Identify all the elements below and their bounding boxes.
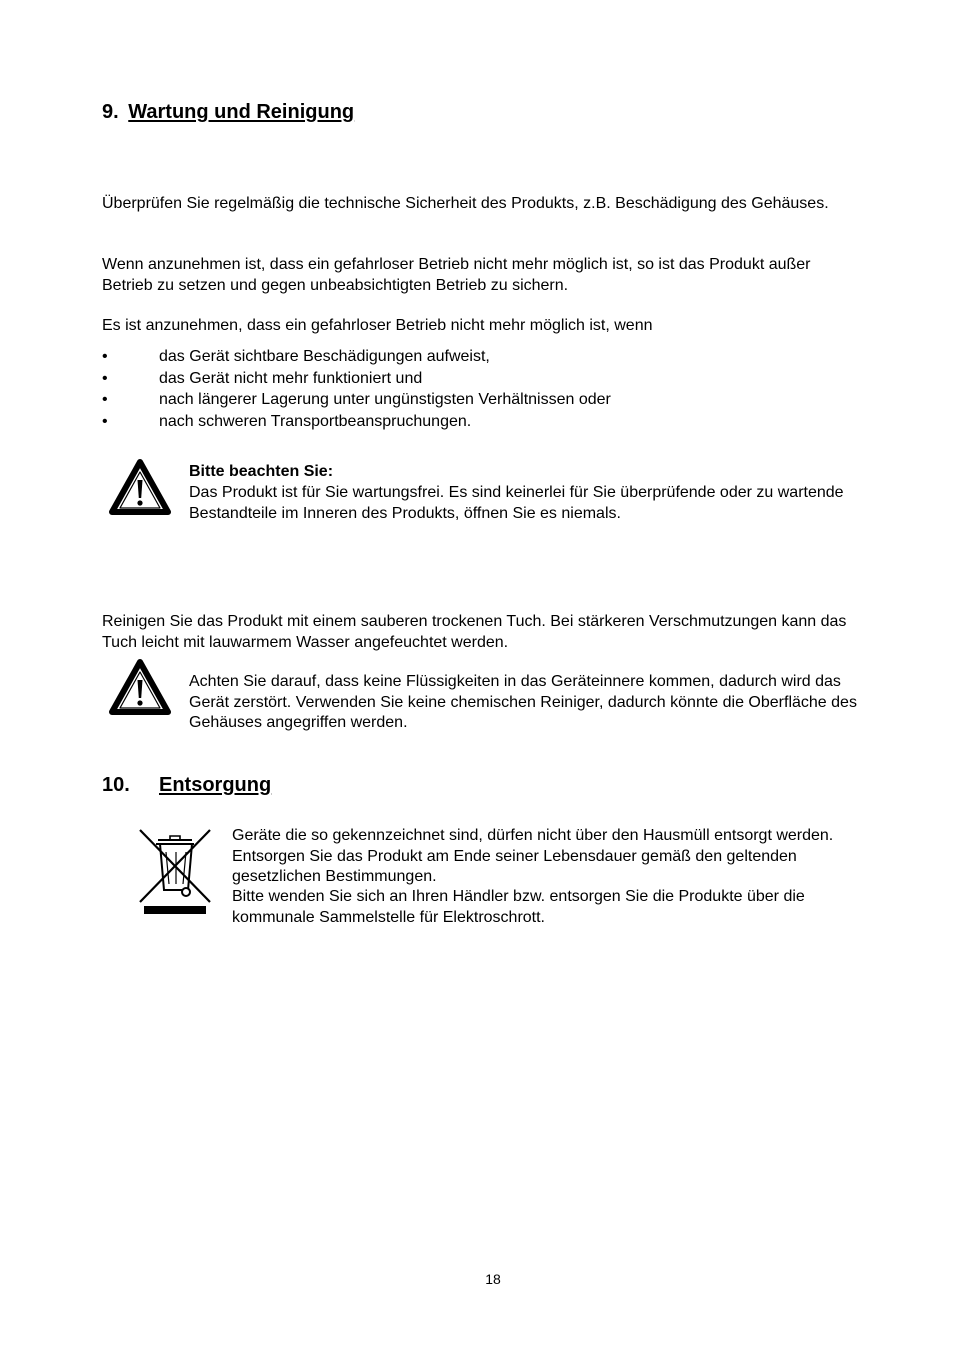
list-item-text: nach längerer Lagerung unter ungünstigsten Verhältnissen oder <box>159 391 611 408</box>
crossed-out-wheelie-bin-icon <box>136 826 214 916</box>
section-9-number: 9. <box>102 101 119 123</box>
list-item <box>102 369 862 391</box>
warning-triangle-icon <box>108 458 172 516</box>
notice-text: Das Produkt ist für Sie wartungsfrei. Es sind keinerlei für Sie überprüfende oder zu wartende Bestandteile im Inneren des Produkts, öffnen Sie es niemals. <box>189 484 844 522</box>
list-item-text: nach schweren Transportbeanspruchungen. <box>159 412 472 430</box>
section-9-heading <box>102 100 354 124</box>
paragraph-safety-check: Überprüfen Sie regelmäßig die technische Sicherheit des Produkts, z.B. Beschädigung des Gehäuses. <box>102 195 829 212</box>
bullet-icon: • <box>102 369 108 387</box>
bullet-icon: • <box>102 412 108 430</box>
list-item-text: das Gerät nicht mehr funktioniert und <box>159 369 423 387</box>
list-item <box>102 347 862 369</box>
conditions-list <box>102 347 862 433</box>
section-9-title: Wartung und Reinigung <box>128 101 355 123</box>
list-item <box>102 390 862 412</box>
paragraph-out-of-operation: Wenn anzunehmen ist, dass ein gefahrloser Betrieb nicht mehr möglich ist, so ist das Produkt außer Betrieb zu setzen und gegen unbeabsichtigten Betrieb zu sichern. <box>102 256 811 294</box>
section-10-heading <box>102 773 271 797</box>
warning-triangle-icon <box>108 658 172 716</box>
bullet-icon: • <box>102 391 108 408</box>
section-10-number: 10. <box>102 774 130 796</box>
disposal-text: Geräte die so gekennzeichnet sind, dürfen nicht über den Hausmüll entsorgt werden. Entsorgen Sie das Produkt am Ende seiner Lebensdauer gemäß den geltenden gesetzlichen Bestimmungen. <box>232 827 834 885</box>
section-10-title: Entsorgung <box>159 774 272 796</box>
list-item-text: das Gerät sichtbare Beschädigungen aufweist, <box>159 348 490 365</box>
paragraph-conditions-intro: Es ist anzunehmen, dass ein gefahrloser Betrieb nicht mehr möglich ist, wenn <box>102 317 653 334</box>
paragraph-cleaning: Reinigen Sie das Produkt mit einem sauberen trockenen Tuch. Bei stärkeren Verschmutzungen kann das Tuch leicht mit lauwarmem Wasser angefeuchtet werden. <box>102 613 847 651</box>
list-item <box>102 412 862 434</box>
page-number: 18 <box>485 1271 501 1287</box>
notice-title: Bitte beachten Sie: <box>189 463 334 480</box>
bullet-icon: • <box>102 348 108 365</box>
warning-text: Achten Sie darauf, dass keine Flüssigkeiten in das Geräteinnere kommen, dadurch wird das Gerät zerstört. Verwenden Sie keine chemischen Reiniger, dadurch könnte die Oberfläche des Gehäuses angegriffen werden. <box>189 673 857 731</box>
disposal-contact-text: Bitte wenden Sie sich an Ihren Händler bzw. entsorgen Sie die Produkte über die kommunale Sammelstelle für Elektroschrott. <box>232 888 805 926</box>
